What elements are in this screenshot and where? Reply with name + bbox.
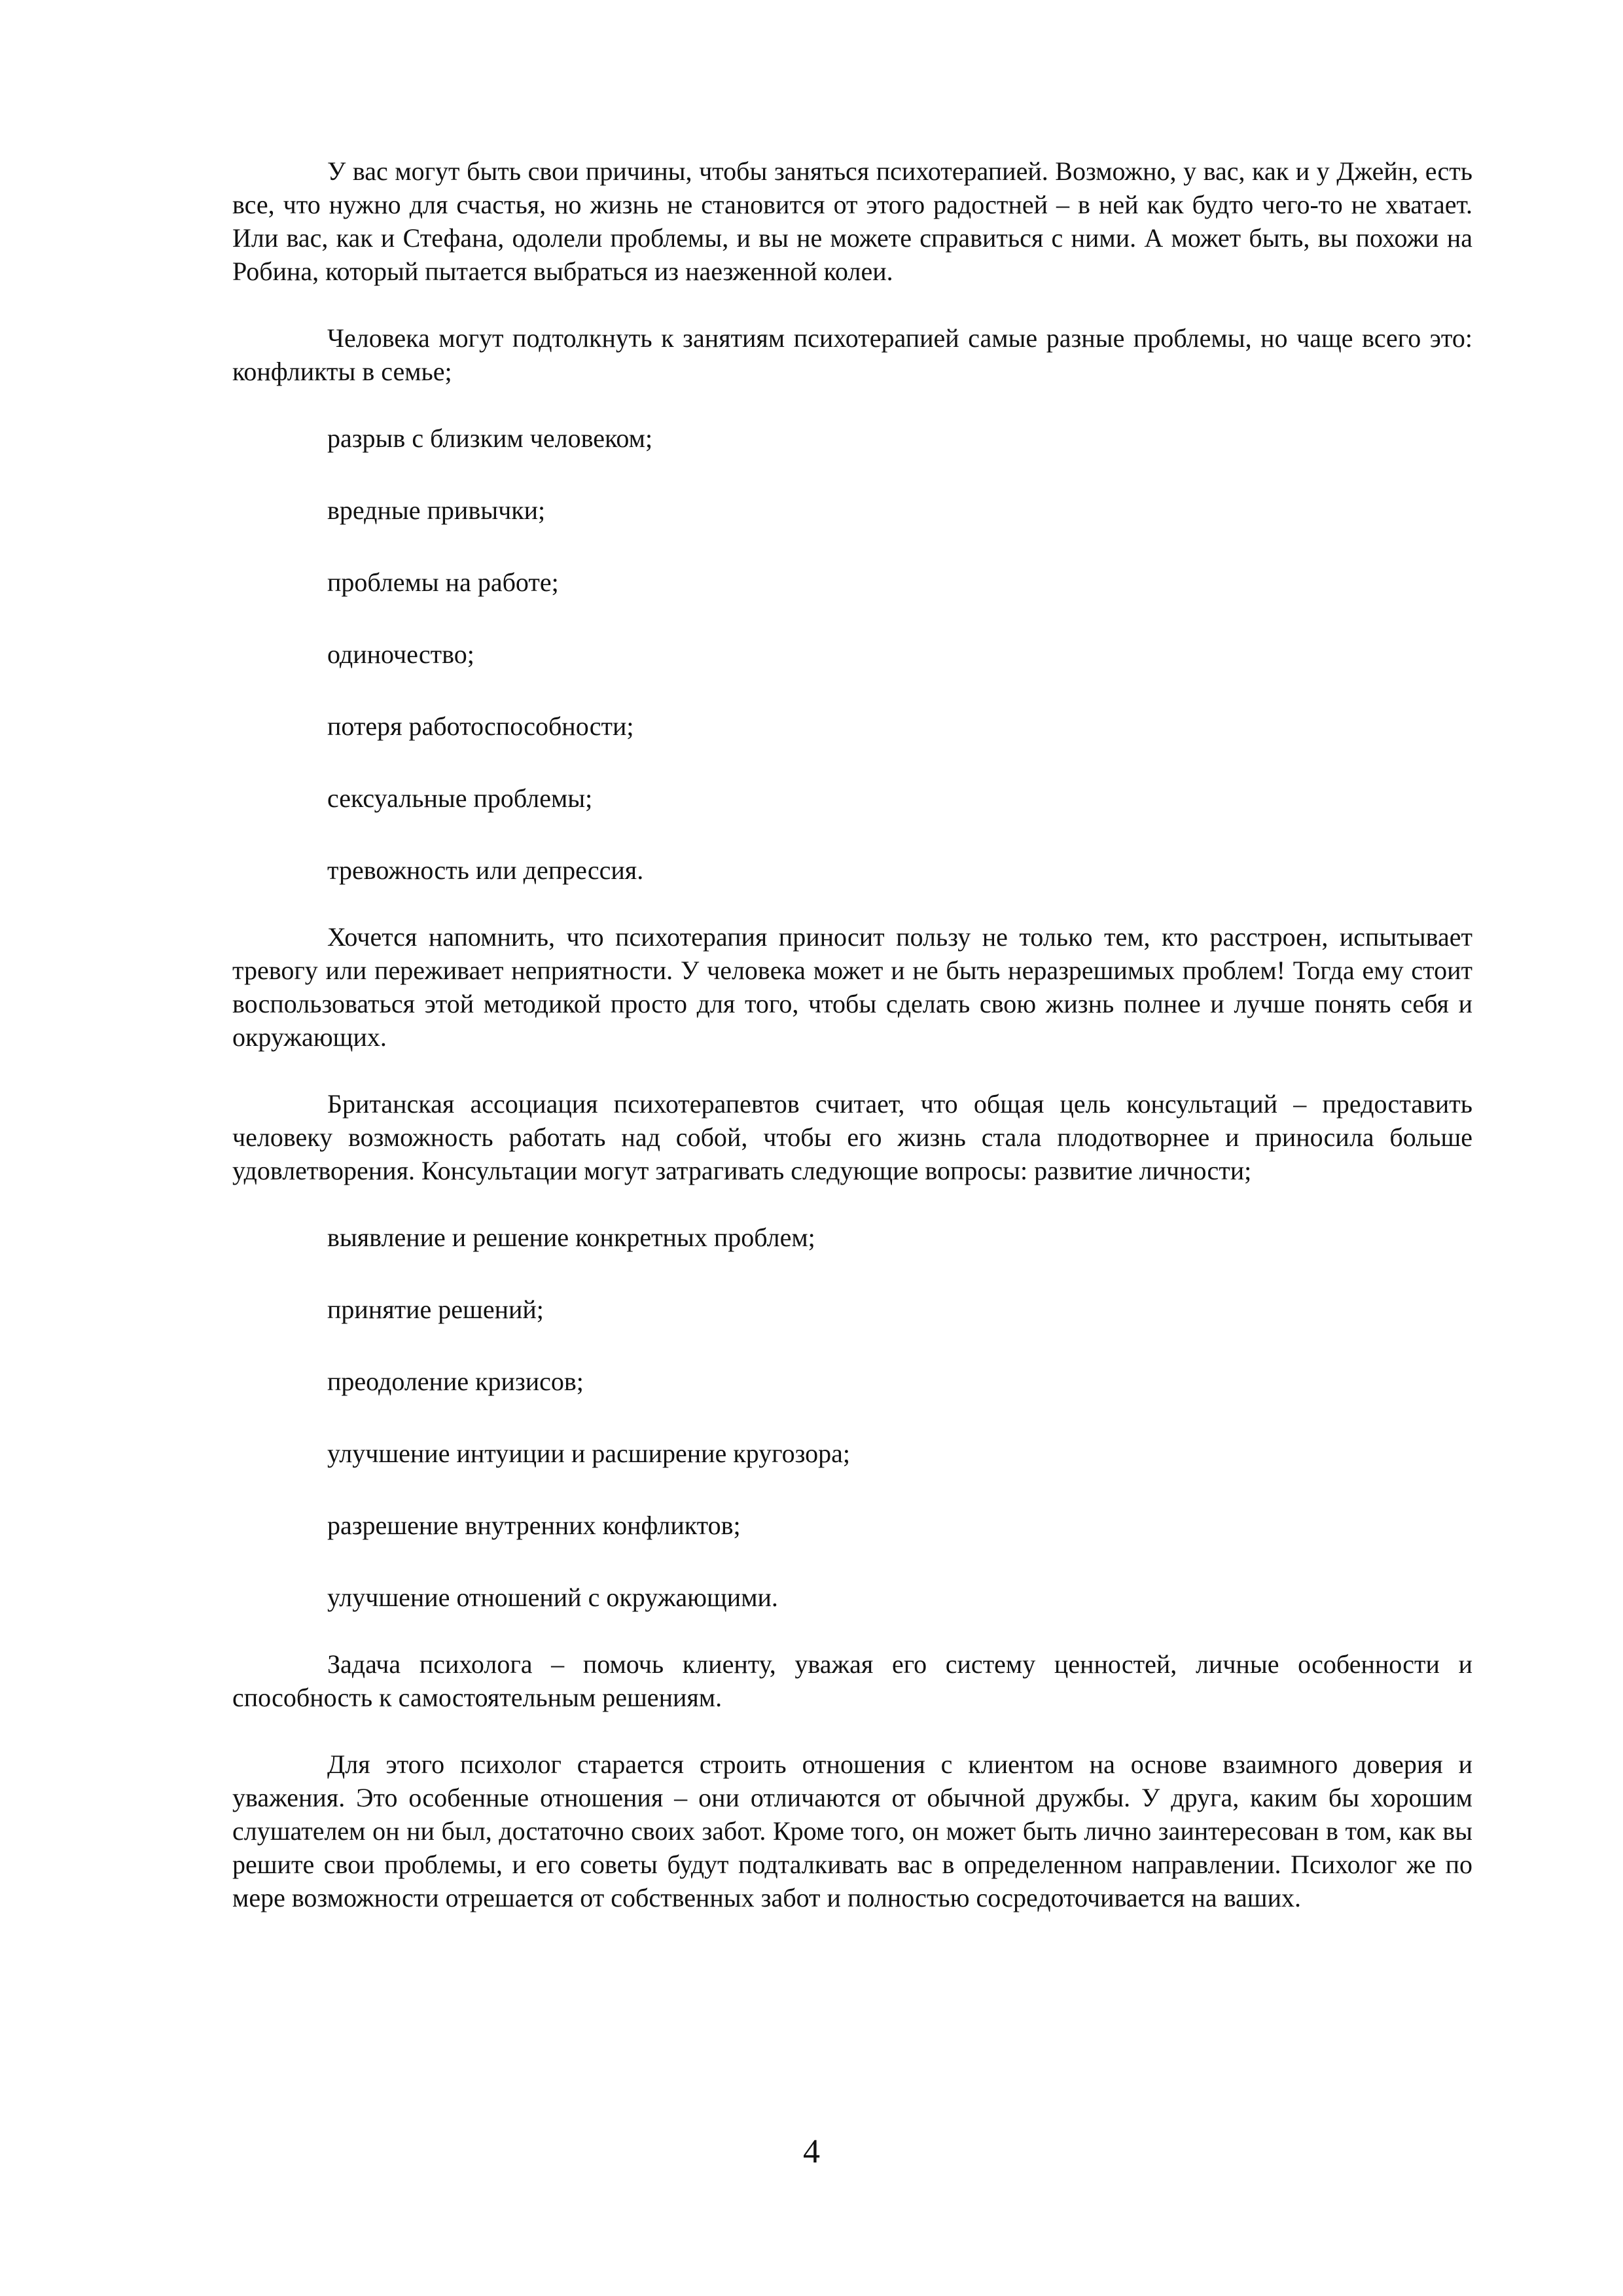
list-item: вредные привычки; <box>327 495 546 525</box>
list-item: преодоление кризисов; <box>327 1367 584 1396</box>
paragraph-british-association: Британская ассоциация психотерапевтов считает, что общая цель консультаций – предоставить человеку возможность работать над собой, чтобы его жизнь стала плодотворнее и приносила больше удовлетворения. Консультации могут затрагивать следующие вопросы: развитие личности; <box>232 1089 1472 1185</box>
list-item: улучшение интуиции и расширение кругозора; <box>327 1439 851 1468</box>
list-item: сексуальные проблемы; <box>327 783 593 813</box>
paragraph-benefit: Хочется напомнить, что психотерапия приносит пользу не только тем, кто расстроен, испытывает тревогу или переживает неприятности. У человека может и не быть неразрешимых проблем! Тогда ему стоит воспользоваться этой методикой просто для того, чтобы сделать свою жизнь полнее и лучше понять себя и окружающих. <box>232 922 1472 1052</box>
paragraph-relationship: Для этого психолог старается строить отношения с клиентом на основе взаимного доверия и уважения. Это особенные отношения – они отличаются от обычной дружбы. У друга, каким бы хорошим слушателем он ни был, достаточно своих забот. Кроме того, он может быть лично заинтересован в том, как вы решите свои проблемы, и его советы будут подталкивать вас в определенном направлении. Психолог же по мере возможности отрешается от собственных забот и полностью сосредоточивается на ваших. <box>232 1749 1472 1912</box>
list-item: потеря работоспособности; <box>327 711 634 741</box>
list-item: одиночество; <box>327 639 474 669</box>
paragraph-problems-intro: Человека могут подтолкнуть к занятиям психотерапией самые разные проблемы, но чаще всего это: конфликты в семье; <box>232 323 1472 386</box>
list-item: разрыв с близким человеком; <box>327 423 653 453</box>
list-item: проблемы на работе; <box>327 567 559 597</box>
document-page <box>232 154 1472 1914</box>
list-item: улучшение отношений с окружающими. <box>327 1583 778 1612</box>
page-number: 4 <box>803 2133 820 2170</box>
list-item: разрешение внутренних конфликтов; <box>327 1511 741 1540</box>
list-item: тревожность или депрессия. <box>327 855 644 885</box>
paragraph-reasons: У вас могут быть свои причины, чтобы заняться психотерапией. Возможно, у вас, как и у Джейн, есть все, что нужно для счастья, но жизнь не становится от этого радостней – в ней как будто чего-то не хватает. Или вас, как и Стефана, одолели проблемы, и вы не можете справиться с ними. А может быть, вы похожи на Робина, который пытается выбраться из наезженной колеи. <box>232 156 1472 286</box>
paragraph-psychologist-task: Задача психолога – помочь клиенту, уважая его систему ценностей, личные особенности и способность к самостоятельным решениям. <box>232 1649 1472 1712</box>
list-item: выявление и решение конкретных проблем; <box>327 1223 815 1252</box>
list-item: принятие решений; <box>327 1295 544 1324</box>
